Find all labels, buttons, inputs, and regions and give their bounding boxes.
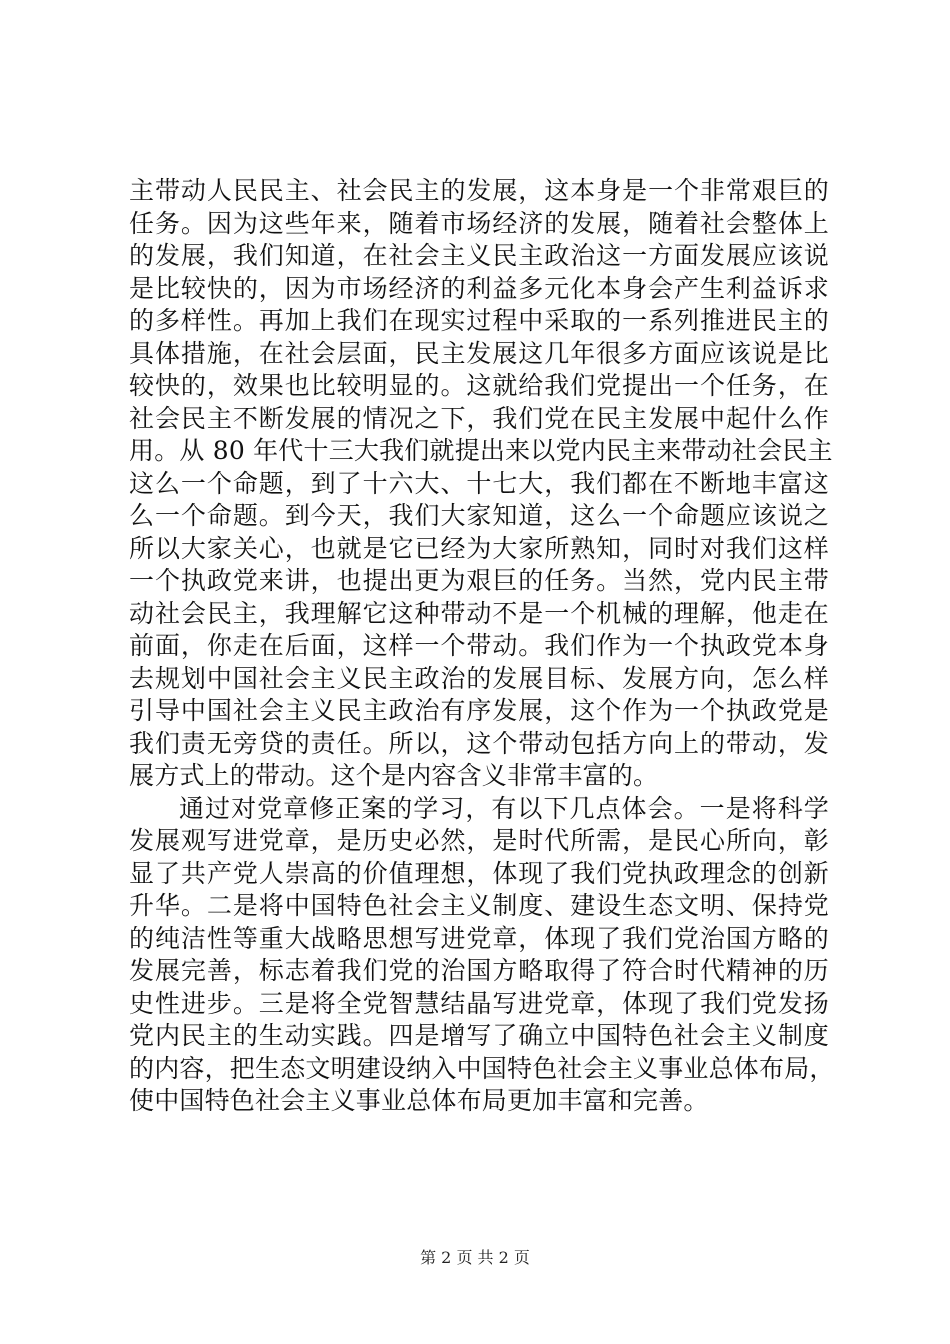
- text-line: 的纯洁性等重大战略思想写进党章，体现了我们党治国方略的: [129, 923, 829, 953]
- page-number-footer: 第 2 页 共 2 页: [420, 1248, 530, 1267]
- text-line: 较快的，效果也比较明显的。这就给我们党提出一个任务，在: [129, 371, 829, 400]
- text-line: 的发展，我们知道，在社会主义民主政治这一方面发展应该说: [129, 241, 829, 270]
- text-line: 的内容，把生态文明建设纳入中国特色社会主义事业总体布局，: [129, 1053, 835, 1083]
- text-line: 史性进步。三是将全党智慧结晶写进党章，体现了我们党发扬: [129, 988, 829, 1018]
- text-line: 动社会民主，我理解它这种带动不是一个机械的理解，他走在: [129, 598, 829, 628]
- text-line: 一个执政党来讲，也提出更为艰巨的任务。当然，党内民主带: [129, 566, 829, 595]
- text-line: 使中国特色社会主义事业总体布局更加丰富和完善。: [129, 1086, 709, 1115]
- text-line: 这么一个命题，到了十六大、十七大，我们都在不断地丰富这: [129, 468, 829, 498]
- paragraph-1: [129, 175, 833, 793]
- text-line: 前面，你走在后面，这样一个带动。我们作为一个执政党本身: [129, 631, 829, 660]
- text-line: 发展完善，标志着我们党的治国方略取得了符合时代精神的历: [129, 956, 829, 985]
- text-line: 显了共产党人崇高的价值理想，体现了我们党执政理念的创新: [129, 858, 829, 888]
- text-line: 用。从 80 年代十三大我们就提出来以党内民主来带动社会民主: [129, 436, 833, 465]
- text-line: 引导中国社会主义民主政治有序发展，这个作为一个执政党是: [129, 696, 829, 725]
- text-line: 社会民主不断发展的情况之下，我们党在民主发展中起什么作: [129, 403, 829, 433]
- text-line: 所以大家关心，也就是它已经为大家所熟知，同时对我们这样: [129, 533, 829, 563]
- text-line: 主带动人民民主、社会民主的发展，这本身是一个非常艰巨的: [129, 176, 829, 205]
- text-line: 去规划中国社会主义民主政治的发展目标、发展方向，怎么样: [129, 663, 829, 693]
- document-body: [129, 175, 835, 1118]
- text-line: 通过对党章修正案的学习，有以下几点体会。一是将科学: [179, 793, 829, 823]
- text-line: 发展观写进党章，是历史必然，是时代所需，是民心所向，彰: [129, 826, 829, 855]
- text-line: 具体措施，在社会层面，民主发展这几年很多方面应该说是比: [129, 338, 829, 368]
- text-line: 的多样性。再加上我们在现实过程中采取的一系列推进民主的: [129, 306, 829, 335]
- text-line: 升华。二是将中国特色社会主义制度、建设生态文明、保持党: [129, 891, 829, 920]
- text-line: 党内民主的生动实践。四是增写了确立中国特色社会主义制度: [129, 1021, 829, 1050]
- paragraph-2: [129, 793, 835, 1118]
- text-line: 任务。因为这些年来，随着市场经济的发展，随着社会整体上: [129, 208, 829, 238]
- text-line: 展方式上的带动。这个是内容含义非常丰富的。: [129, 761, 659, 790]
- text-line: 么一个命题。到今天，我们大家知道，这么一个命题应该说之: [129, 501, 829, 530]
- text-line: 是比较快的，因为市场经济的利益多元化本身会产生利益诉求: [129, 273, 829, 303]
- text-line: 我们责无旁贷的责任。所以，这个带动包括方向上的带动，发: [129, 728, 829, 758]
